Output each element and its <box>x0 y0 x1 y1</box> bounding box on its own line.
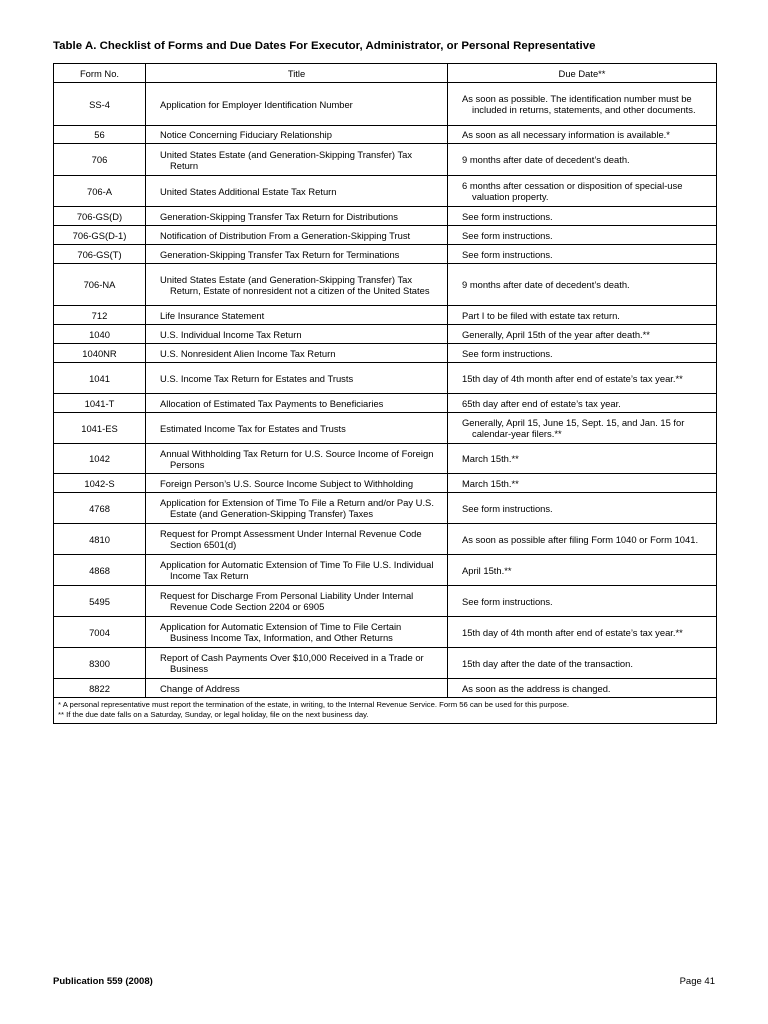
form-number-cell: 1041-ES <box>54 413 146 444</box>
table-row <box>54 394 717 413</box>
table-row <box>54 524 717 555</box>
form-title-cell: United States Additional Estate Tax Return <box>160 185 337 197</box>
form-number-cell: 1041 <box>54 363 146 394</box>
form-number-cell: 8300 <box>54 648 146 679</box>
due-date-cell: See form instructions. <box>462 229 553 241</box>
due-date-cell: Part I to be filed with estate tax return. <box>462 309 620 321</box>
column-header-form-no: Form No. <box>54 64 146 83</box>
footnote-single-asterisk: * A personal representative must report the termination of the estate, in writing, to the Internal Revenue Service. Form 56 can be used for this purpose. <box>58 700 570 709</box>
form-title-cell: Request for Prompt Assessment Under Internal Revenue Code Section 6501(d) <box>160 528 422 550</box>
form-number-cell: 4810 <box>54 524 146 555</box>
due-date-cell: 65th day after end of estate’s tax year. <box>462 397 621 409</box>
table-row <box>54 83 717 126</box>
form-title-cell: Change of Address <box>160 682 240 694</box>
form-title-cell: United States Estate (and Generation-Skipping Transfer) Tax Return, Estate of nonresident not a citizen of the United States <box>160 273 430 296</box>
form-title-cell: Application for Automatic Extension of Time To File U.S. Individual Income Tax Return <box>160 559 434 581</box>
form-number-cell: 1040NR <box>54 344 146 363</box>
table-row <box>54 226 717 245</box>
form-title-cell: Life Insurance Statement <box>160 309 265 321</box>
table-row <box>54 679 717 698</box>
table-row <box>54 306 717 325</box>
page-number: Page 41 <box>679 976 715 987</box>
table-row <box>54 207 717 226</box>
table-row <box>54 444 717 474</box>
form-title-cell: Notice Concerning Fiduciary Relationship <box>160 129 332 140</box>
due-date-cell: 15th day after the date of the transaction. <box>462 657 633 669</box>
table-row <box>54 245 717 264</box>
due-date-cell: Generally, April 15, June 15, Sept. 15, and Jan. 15 for calendar-year filers.** <box>462 417 685 439</box>
due-date-cell: March 15th.** <box>462 477 519 489</box>
table-row <box>54 264 717 306</box>
form-number-cell: 4768 <box>54 493 146 524</box>
form-number-cell: 1041-T <box>54 394 146 413</box>
form-number-cell: 706-GS(D-1) <box>54 226 146 245</box>
form-title-cell: United States Estate (and Generation-Skipping Transfer) Tax Return <box>160 148 413 171</box>
due-date-cell: See form instructions. <box>462 347 553 359</box>
form-title-cell: Estimated Income Tax for Estates and Trusts <box>160 422 346 434</box>
table-row <box>54 586 717 617</box>
table-row <box>54 617 717 648</box>
form-title-cell: Foreign Person’s U.S. Source Income Subject to Withholding <box>160 477 414 489</box>
form-number-cell: 56 <box>54 126 146 144</box>
footnotes-row <box>54 698 717 724</box>
form-number-cell: 7004 <box>54 617 146 648</box>
due-date-cell: 15th day of 4th month after end of estate’s tax year.** <box>462 626 683 638</box>
form-title-cell: Application for Employer Identification Number <box>160 98 353 110</box>
table-row <box>54 648 717 679</box>
due-date-cell: March 15th.** <box>462 453 519 464</box>
form-title-cell: Allocation of Estimated Tax Payments to Beneficiaries <box>160 397 384 409</box>
table-row <box>54 126 717 144</box>
due-date-cell: See form instructions. <box>462 210 553 222</box>
form-number-cell: 706-NA <box>54 264 146 306</box>
form-number-cell: SS-4 <box>54 83 146 126</box>
table-row <box>54 474 717 493</box>
due-date-cell: See form instructions. <box>462 502 553 514</box>
form-number-cell: 1040 <box>54 325 146 344</box>
due-date-cell: See form instructions. <box>462 248 553 260</box>
table-row <box>54 413 717 444</box>
publication-footer: Publication 559 (2008) <box>53 976 153 987</box>
forms-checklist-table <box>53 63 717 724</box>
form-number-cell: 5495 <box>54 586 146 617</box>
table-title: Table A. Checklist of Forms and Due Dates For Executor, Administrator, or Personal Representative <box>53 40 596 52</box>
due-date-cell: Generally, April 15th of the year after death.** <box>462 328 650 340</box>
form-title-cell: Notification of Distribution From a Generation-Skipping Trust <box>160 229 411 241</box>
form-title-cell: Application for Extension of Time To File a Return and/or Pay U.S. Estate (and Generation-Skipping Transfer) Taxes <box>160 497 434 519</box>
due-date-cell: 6 months after cessation or disposition of special-use valuation property. <box>462 180 683 202</box>
form-number-cell: 1042-S <box>54 474 146 493</box>
due-date-cell: As soon as all necessary information is available.* <box>462 129 670 140</box>
due-date-cell: 9 months after date of decedent’s death. <box>462 279 630 290</box>
form-title-cell: U.S. Individual Income Tax Return <box>160 328 302 340</box>
footnote-double-asterisk: ** If the due date falls on a Saturday, Sunday, or legal holiday, file on the next business day. <box>58 710 369 719</box>
table-body <box>54 83 717 724</box>
form-title-cell: Annual Withholding Tax Return for U.S. Source Income of Foreign Persons <box>160 447 434 470</box>
header-row <box>54 64 717 83</box>
form-title-cell: U.S. Nonresident Alien Income Tax Return <box>160 347 336 359</box>
table-row <box>54 325 717 344</box>
form-number-cell: 706-GS(D) <box>54 207 146 226</box>
table-row <box>54 363 717 394</box>
due-date-cell: As soon as the address is changed. <box>462 682 611 694</box>
form-number-cell: 712 <box>54 306 146 325</box>
table-row <box>54 144 717 176</box>
form-number-cell: 4868 <box>54 555 146 586</box>
form-number-cell: 1042 <box>54 444 146 474</box>
form-title-cell: Request for Discharge From Personal Liability Under Internal Revenue Code Section 2204 or 6905 <box>160 590 414 612</box>
due-date-cell: 15th day of 4th month after end of estate’s tax year.** <box>462 372 683 384</box>
form-title-cell: U.S. Income Tax Return for Estates and Trusts <box>160 372 354 384</box>
form-title-cell: Generation-Skipping Transfer Tax Return for Terminations <box>160 248 400 260</box>
due-date-cell: See form instructions. <box>462 595 553 607</box>
due-date-cell: 9 months after date of decedent’s death. <box>462 154 630 165</box>
form-number-cell: 706-A <box>54 176 146 207</box>
form-number-cell: 706-GS(T) <box>54 245 146 264</box>
form-title-cell: Report of Cash Payments Over $10,000 Received in a Trade or Business <box>160 652 424 674</box>
column-header-due-date: Due Date** <box>448 64 717 83</box>
form-title-cell: Generation-Skipping Transfer Tax Return for Distributions <box>160 210 398 222</box>
form-title-cell: Application for Automatic Extension of Time to File Certain Business Income Tax, Information, and Other Returns <box>160 621 402 643</box>
table-row <box>54 555 717 586</box>
footnotes-cell <box>54 698 717 724</box>
column-header-title: Title <box>146 64 448 83</box>
table-row <box>54 344 717 363</box>
due-date-cell: As soon as possible after filing Form 1040 or Form 1041. <box>462 533 699 545</box>
form-number-cell: 706 <box>54 144 146 176</box>
form-number-cell: 8822 <box>54 679 146 698</box>
table-row <box>54 493 717 524</box>
due-date-cell: April 15th.** <box>462 564 512 576</box>
due-date-cell: As soon as possible. The identification number must be included in returns, statements, and other documents. <box>462 93 696 115</box>
table-row <box>54 176 717 207</box>
